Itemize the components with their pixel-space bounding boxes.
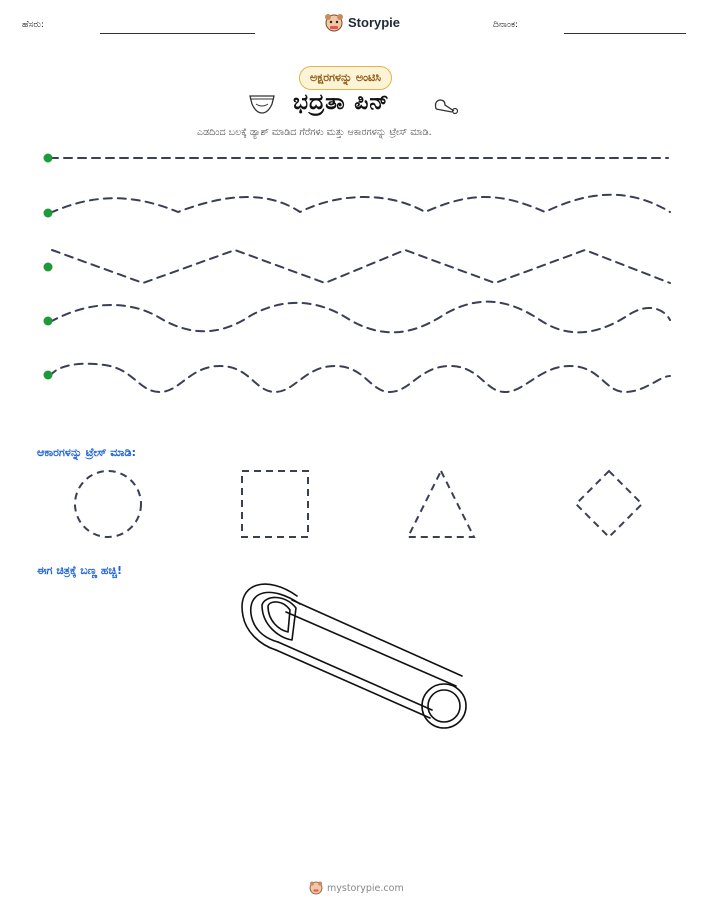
date-label: ದಿನಾಂಕ: [493,20,519,30]
safety-pin-drawing [242,584,466,728]
trace-shape-square [242,471,308,537]
start-dot-5 [44,371,53,380]
page-title: ಭದ್ರತಾ ಪಿನ್ [293,90,390,115]
trace-line-bumps [50,364,670,392]
footer-logo-icon [308,880,324,896]
shapes-heading: ಆಕಾರಗಳನ್ನು ಟ್ರೇಸ್ ಮಾಡಿ: [37,446,136,459]
instruction-text: ಎಡದಿಂದ ಬಲಕ್ಕೆ ಡ್ಯಾಶ್ ಮಾಡಿದ ಗೆರೆಗಳು ಮತ್ತು ಆಕಾರಗಳನ್ನು ಟ್ರೇಸ್ ಮಾಡಿ. [197,127,432,138]
trace-line-sine [50,302,670,333]
name-label: ಹೆಸರು: [22,20,45,30]
trace-shape-triangle [408,471,474,537]
color-heading: ಈಗ ಚಿತ್ರಕ್ಕೆ ಬಣ್ಣ ಹಚ್ಚಿ! [37,564,123,577]
brand-name: Storypie [348,15,401,30]
start-dot-2 [44,209,53,218]
footer-site[interactable]: mystorypie.com [327,883,404,894]
activity-badge: ಅಕ್ಷರಗಳನ್ನು ಅಂಟಿಸಿ [299,66,392,90]
trace-line-wave [50,195,670,213]
trace-shape-circle [75,471,141,537]
start-dot-1 [44,154,53,163]
trace-line-zigzag [52,250,670,283]
start-dot-3 [44,263,53,272]
start-dot-4 [44,317,53,326]
trace-shape-diamond [576,471,642,537]
